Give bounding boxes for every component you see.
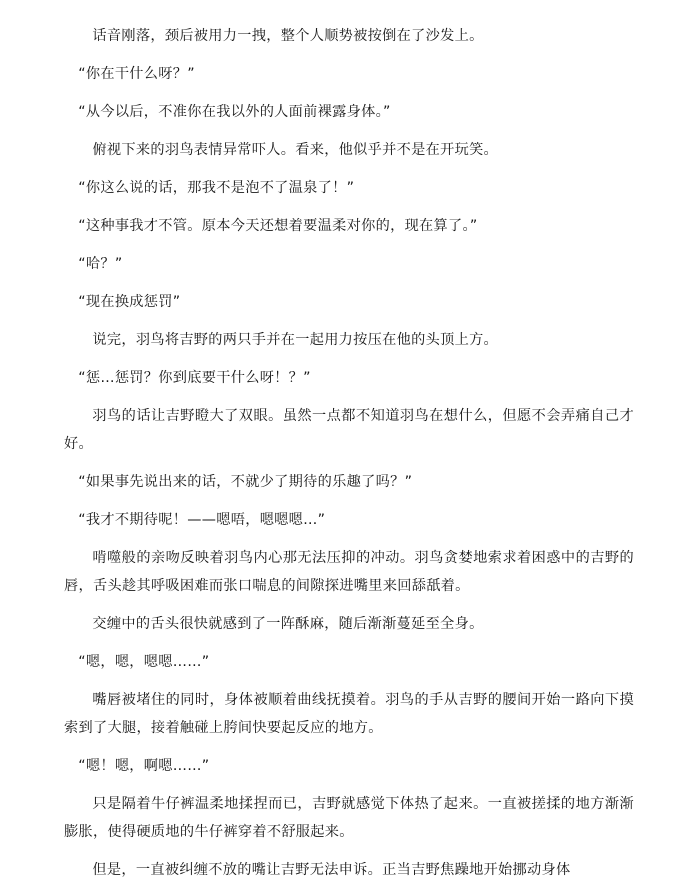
paragraph: 只是隔着牛仔裤温柔地揉捏而已，吉野就感觉下体热了起来。一直被搓揉的地方渐渐膨胀，使得硬质地的牛仔裤穿着不舒服起来。 [64,796,634,840]
paragraph: 但是，一直被纠缠不放的嘴让吉野无法申诉。正当吉野焦躁地开始挪动身体 [92,862,571,878]
paragraph: 说完，羽鸟将吉野的两只手并在一起用力按压在他的头顶上方。 [92,332,499,348]
paragraph: “你这么说的话，那我不是泡不了温泉了！” [78,180,355,196]
paragraph: “如果事先说出来的话，不就少了期待的乐趣了吗？” [78,474,413,490]
paragraph: “嗯，嗯，嗯嗯……” [78,654,210,670]
paragraph: 嘴唇被堵住的同时，身体被顺着曲线抚摸着。羽鸟的手从吉野的腰间开始一路向下摸索到了大腿，接着触碰上胯间快要起反应的地方。 [64,692,634,736]
paragraph: “哈？” [78,256,123,272]
paragraph: “现在换成惩罚” [78,294,181,310]
paragraph: “从今以后，不准你在我以外的人面前裸露身体。” [78,104,391,120]
paragraph: “这种事我才不管。原本今天还想着要温柔对你的，现在算了。” [78,218,478,234]
paragraph: “我才不期待呢！——嗯唔，嗯嗯嗯…” [78,512,326,528]
paragraph: 交缠中的舌头很快就感到了一阵酥麻，随后渐渐蔓延至全身。 [92,616,484,632]
paragraph: 俯视下来的羽鸟表情异常吓人。看来，他似乎并不是在开玩笑。 [92,142,499,158]
paragraph: 啃噬般的亲吻反映着羽鸟内心那无法压抑的冲动。羽鸟贪婪地索求着困惑中的吉野的唇，舌头趁其呼吸困难而张口喘息的间隙探进嘴里来回舔舐着。 [64,550,634,594]
paragraph: “嗯！嗯，啊嗯……” [78,758,210,774]
paragraph: “你在干什么呀？” [78,66,195,82]
paragraph: 羽鸟的话让吉野瞪大了双眼。虽然一点都不知道羽鸟在想什么，但愿不会弄痛自己才好。 [64,408,634,452]
paragraph: 话音刚落，颈后被用力一拽，整个人顺势被按倒在了沙发上。 [92,28,484,44]
paragraph: “惩…惩罚？你到底要干什么呀！？” [78,370,311,386]
